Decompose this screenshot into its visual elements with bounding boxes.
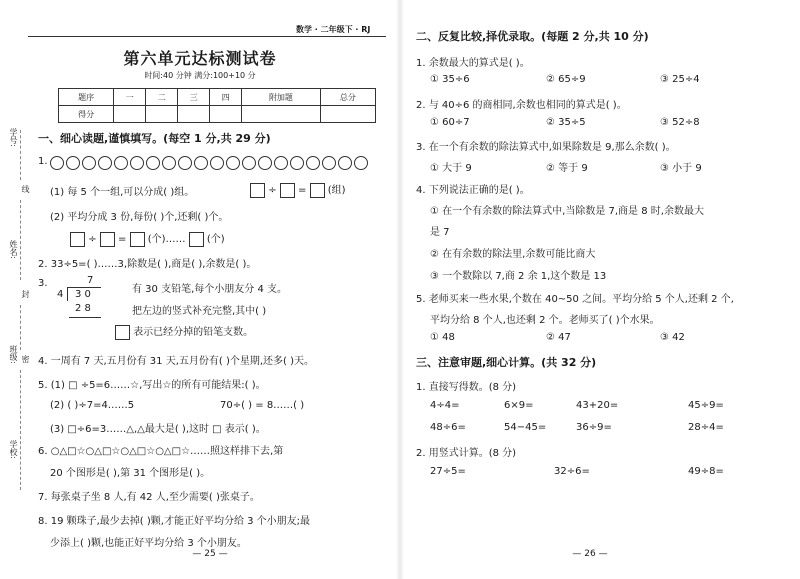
- unit-label: (个)……: [147, 234, 186, 245]
- unit-label: (个): [206, 234, 225, 245]
- circle-icon: [274, 156, 288, 170]
- exam-info: 时间:40 分钟 满分:100+10 分: [144, 71, 256, 80]
- score-header-cell: 题序: [59, 89, 114, 106]
- question-text: 8. 19 颗珠子,最少去掉( )颗,才能正好平均分给 3 个小朋友;最: [38, 516, 311, 527]
- score-row-label: 得分: [59, 106, 114, 123]
- question-text: 3. 在一个有余数的除法算式中,如果除数是 9,那么余数( )。: [416, 142, 676, 153]
- circle-icon: [306, 156, 320, 170]
- division-product: 2 8: [75, 303, 91, 314]
- score-header-cell: 四: [210, 89, 242, 106]
- circle-icon: [162, 156, 176, 170]
- option[interactable]: ③ 52÷8: [660, 117, 700, 128]
- calc-item: 4÷4=: [430, 400, 460, 411]
- circle-icon: [354, 156, 368, 170]
- question-text: 70÷( ) = 8……( ): [220, 400, 305, 411]
- option[interactable]: ① 48: [430, 332, 455, 343]
- circle-icon: [178, 156, 192, 170]
- question-text-fragment: 表示已经分掉的铅笔支数。: [133, 327, 254, 338]
- answer-box[interactable]: [189, 232, 204, 247]
- question-text: 20 个图形是( ),第 31 个图形是( )。: [50, 468, 211, 479]
- equation-row: [70, 230, 225, 247]
- circle-icon: [98, 156, 112, 170]
- circle-icon: [322, 156, 336, 170]
- circle-icon: [226, 156, 240, 170]
- score-cell[interactable]: [320, 106, 375, 123]
- circle-icon: [50, 156, 64, 170]
- section-heading: 二、反复比较,择优录取。(每题 2 分,共 10 分): [416, 30, 649, 43]
- circle-icon: [338, 156, 352, 170]
- binding-label: 线: [21, 185, 30, 193]
- calc-item: 27÷5=: [430, 466, 466, 477]
- option[interactable]: ① 大于 9: [430, 163, 472, 174]
- binding-label: 学号:: [9, 128, 18, 147]
- circle-icon: [130, 156, 144, 170]
- score-header-cell: 三: [178, 89, 210, 106]
- answer-box[interactable]: [130, 232, 145, 247]
- calc-item: 36÷9=: [576, 422, 612, 433]
- question-text: 4. 一周有 7 天,五月份有 31 天,五月份有( )个星期,还多( )天。: [38, 356, 315, 367]
- division-bar: [67, 287, 101, 288]
- calc-item: 54−45=: [504, 422, 547, 433]
- binding-label: 学校:: [9, 440, 18, 459]
- option[interactable]: ② 65÷9: [546, 74, 586, 85]
- question-text: 1. 余数最大的算式是( )。: [416, 58, 530, 69]
- option[interactable]: ② 35÷5: [546, 117, 586, 128]
- score-header-cell: 一: [114, 89, 146, 106]
- binding-label: 姓名:: [9, 240, 18, 259]
- question-text: (2) 平均分成 3 份,每份( )个,还剩( )个。: [50, 212, 229, 223]
- right-page: [400, 0, 800, 579]
- division-dividend: 3 0: [75, 289, 91, 300]
- question-text: 把左边的竖式补充完整,其中( ): [132, 306, 267, 317]
- division-line: [69, 317, 101, 318]
- score-table: [58, 88, 376, 123]
- circle-icon: [114, 156, 128, 170]
- option-continuation: 是 7: [430, 227, 450, 238]
- circle-icon: [66, 156, 80, 170]
- circle-icon: [210, 156, 224, 170]
- equation-row: [250, 181, 346, 198]
- question-text: [115, 323, 253, 340]
- page-number: — 26 —: [572, 549, 608, 559]
- division-bracket: [67, 287, 69, 301]
- score-cell[interactable]: [242, 106, 321, 123]
- question-text: 平均分给 8 个人,也还剩 2 个。老师买了( )个水果。: [430, 315, 660, 326]
- question-text: 5. 老师买来一些水果,个数在 40~50 之间。平均分给 5 个人,还剩 2 个,: [416, 294, 734, 305]
- question-text: (2) ( )÷7=4……5: [50, 400, 135, 411]
- question-number: 3.: [38, 278, 48, 289]
- page-number: — 25 —: [192, 549, 228, 559]
- circle-icon: [290, 156, 304, 170]
- calc-item: 28÷4=: [688, 422, 724, 433]
- answer-box[interactable]: [310, 183, 325, 198]
- question-text: 2. 用竖式计算。(8 分): [416, 448, 517, 459]
- answer-box[interactable]: [115, 325, 130, 340]
- option[interactable]: ① 在一个有余数的除法算式中,当除数是 7,商是 8 时,余数最大: [430, 206, 704, 217]
- operator: ÷: [88, 234, 97, 245]
- section-heading: 一、细心读题,谨慎填写。(每空 1 分,共 29 分): [38, 132, 271, 145]
- option[interactable]: ③ 小于 9: [660, 163, 702, 174]
- question-text: 6. ○△□☆○△□☆○△□☆○△□☆……照这样排下去,第: [38, 446, 284, 457]
- circle-icon: [242, 156, 256, 170]
- option[interactable]: ② 等于 9: [546, 163, 588, 174]
- calc-item: 6×9=: [504, 400, 534, 411]
- answer-box[interactable]: [100, 232, 115, 247]
- score-cell[interactable]: [114, 106, 146, 123]
- unit-label: (组): [327, 185, 346, 196]
- header-tag: 数学 · 二年级下 · RJ: [296, 25, 371, 34]
- question-text: (3) □÷6=3……△,△最大是( ),这时 □ 表示( )。: [50, 424, 266, 435]
- cut-line: [20, 370, 21, 490]
- answer-box[interactable]: [250, 183, 265, 198]
- division-quotient: 7: [87, 275, 94, 286]
- circle-icon: [82, 156, 96, 170]
- calc-item: 48÷6=: [430, 422, 466, 433]
- option[interactable]: ③ 25÷4: [660, 74, 700, 85]
- score-header-cell: 附加题: [242, 89, 321, 106]
- calc-item: 32÷6=: [554, 466, 590, 477]
- cut-line: [20, 305, 21, 350]
- question-number: 1.: [38, 156, 48, 167]
- score-cell[interactable]: [178, 106, 210, 123]
- page-title: 第六单元达标测试卷: [123, 49, 277, 68]
- question-text: 2. 与 40÷6 的商相同,余数也相同的算式是( )。: [416, 100, 627, 111]
- binding-strip: [0, 0, 32, 579]
- circle-icon: [258, 156, 272, 170]
- operator: =: [297, 185, 307, 196]
- option[interactable]: ② 47: [546, 332, 571, 343]
- circle-icon: [146, 156, 160, 170]
- binding-label: 封: [21, 290, 30, 298]
- option[interactable]: ③ 一个数除以 7,商 2 余 1,这个数是 13: [430, 271, 607, 282]
- long-division-figure: [55, 275, 110, 325]
- calc-item: 43+20=: [576, 400, 619, 411]
- score-cell[interactable]: [146, 106, 178, 123]
- division-divisor: 4: [57, 289, 64, 300]
- calc-item: 45÷9=: [688, 400, 724, 411]
- operator: ÷: [268, 185, 277, 196]
- question-text: 5. (1) □ ÷5=6……☆,写出☆的所有可能结果:( )。: [38, 380, 266, 391]
- question-text: 4. 下列说法正确的是( )。: [416, 185, 530, 196]
- question-text: 1. 直接写得数。(8 分): [416, 382, 517, 393]
- option[interactable]: ① 60÷7: [430, 117, 470, 128]
- question-text: (1) 每 5 个一组,可以分成( )组。: [50, 187, 195, 198]
- circle-row: [50, 156, 368, 170]
- section-heading: 三、注意审题,细心计算。(共 32 分): [416, 356, 597, 369]
- calc-item: 49÷8=: [688, 466, 724, 477]
- option[interactable]: ③ 42: [660, 332, 685, 343]
- score-cell[interactable]: [210, 106, 242, 123]
- binding-label: 密: [21, 355, 30, 363]
- circle-icon: [194, 156, 208, 170]
- question-text: 有 30 支铅笔,每个小朋友分 4 支。: [132, 284, 287, 295]
- operator: =: [117, 234, 127, 245]
- cut-line: [20, 200, 21, 280]
- question-text: 2. 33÷5=( )……3,除数是( ),商是( ),余数是( )。: [38, 259, 257, 270]
- binding-label: 班级:: [9, 345, 18, 364]
- option[interactable]: ② 在有余数的除法里,余数可能比商大: [430, 249, 596, 260]
- question-text: 7. 每张桌子坐 8 人,有 42 人,至少需要( )张桌子。: [38, 492, 260, 503]
- score-header-cell: 总分: [320, 89, 375, 106]
- question-text: 少添上( )颗,也能正好平均分给 3 个小朋友。: [50, 538, 247, 549]
- header-rule: [28, 36, 386, 37]
- answer-box[interactable]: [70, 232, 85, 247]
- answer-box[interactable]: [280, 183, 295, 198]
- option[interactable]: ① 35÷6: [430, 74, 470, 85]
- cut-line: [20, 130, 21, 180]
- score-header-cell: 二: [146, 89, 178, 106]
